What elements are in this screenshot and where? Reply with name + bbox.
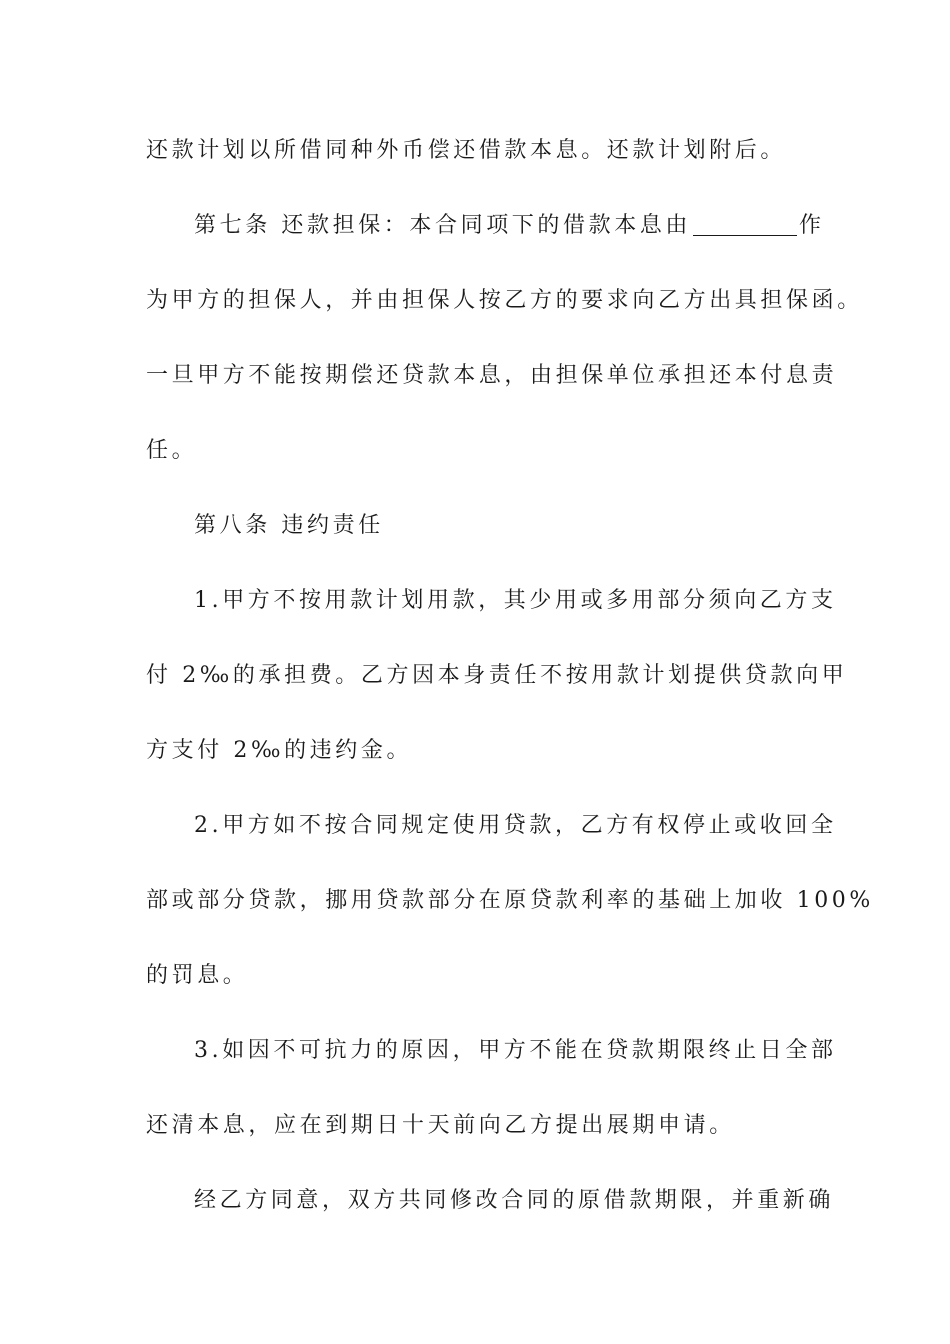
clause-1-line-2: 付 2‰的承担费。乙方因本身责任不按用款计划提供贷款向甲 [146, 663, 848, 688]
clause-2-line-2: 部或部分贷款，挪用贷款部分在原贷款利率的基础上加收 100% [146, 888, 874, 913]
article-7-text-end: 作 [799, 213, 825, 238]
clause-2-line-3: 的罚息。 [146, 963, 249, 988]
article-8-heading: 第八条 违约责任 [194, 513, 384, 538]
clause-1-line-3: 方支付 2‰的违约金。 [146, 738, 413, 763]
article-7-line-3: 一旦甲方不能按期偿还贷款本息，由担保单位承担还本付息责 [146, 363, 838, 388]
clause-3-line-3: 经乙方同意，双方共同修改合同的原借款期限，并重新确 [194, 1188, 835, 1213]
article-7-text: 第七条 还款担保：本合同项下的借款本息由 [194, 213, 691, 238]
article-7-line-2: 为甲方的担保人，并由担保人按乙方的要求向乙方出具担保函。 [146, 288, 863, 313]
article-7-line-1 [194, 206, 874, 246]
clause-1-line-1: 1.甲方不按用款计划用款，其少用或多用部分须向乙方支 [194, 588, 837, 613]
guarantor-blank [693, 213, 797, 236]
paragraph-line-1: 还款计划以所借同种外币偿还借款本息。还款计划附后。 [146, 138, 787, 163]
clause-2-line-1: 2.甲方如不按合同规定使用贷款，乙方有权停止或收回全 [194, 813, 837, 838]
clause-3-line-1: 3.如因不可抗力的原因，甲方不能在贷款期限终止日全部 [194, 1038, 837, 1063]
clause-3-line-2: 还清本息，应在到期日十天前向乙方提出展期申请。 [146, 1113, 735, 1138]
article-7-line-4: 任。 [146, 438, 198, 463]
